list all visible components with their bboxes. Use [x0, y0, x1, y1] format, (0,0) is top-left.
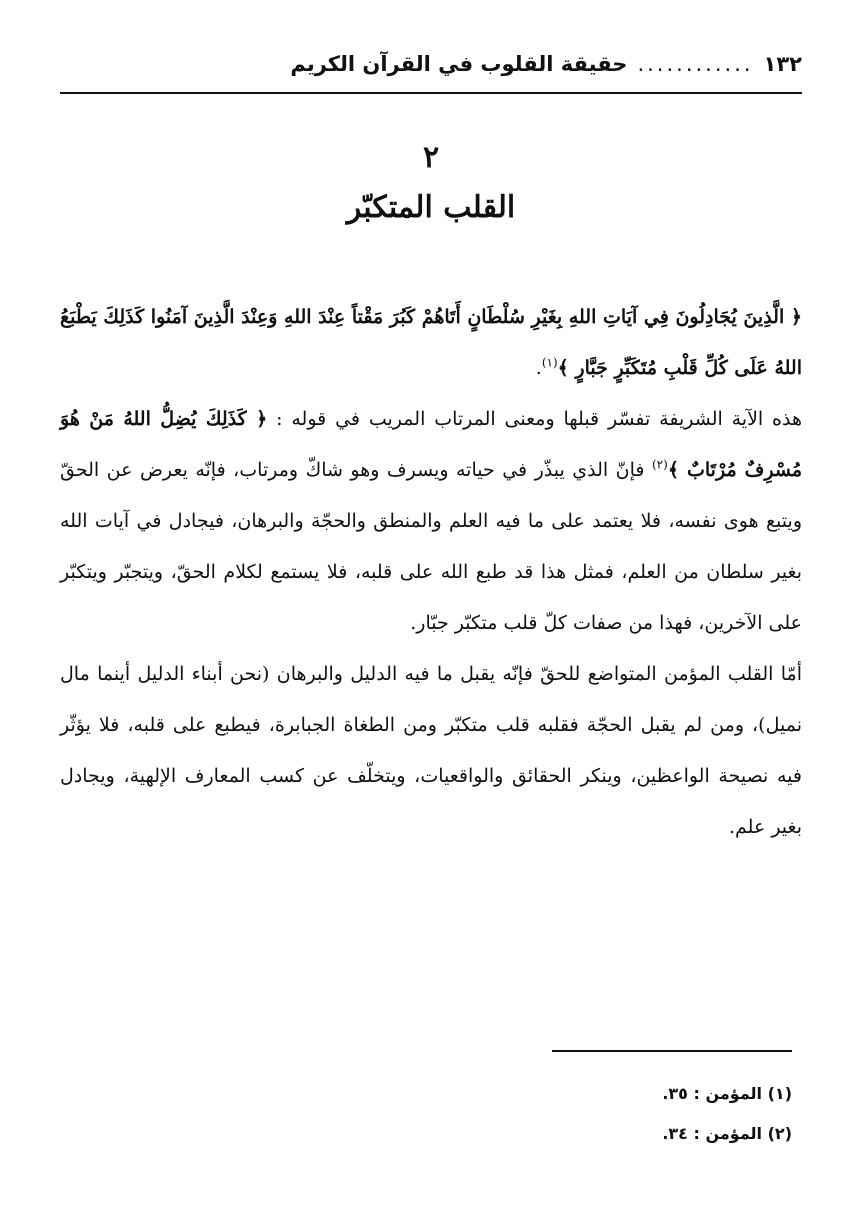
paragraph-1 — [60, 292, 802, 394]
paragraph-2 — [60, 394, 802, 649]
footnotes — [560, 1074, 792, 1154]
paragraph-2-intro: هذه الآية الشريفة تفسّر قبلها ومعنى المرتاب المريب في قوله : — [267, 408, 802, 430]
chapter-number: ٢ — [422, 140, 440, 175]
footnote-ref-2: (٢) — [651, 457, 668, 472]
page-number: ١٣٢ — [763, 52, 802, 76]
body-text — [60, 292, 802, 853]
chapter-title: القلب المتكبّر — [346, 190, 516, 225]
book-title: حقيقة القلوب في القرآن الكريم — [290, 52, 628, 76]
footnote-ref-1: (١) — [541, 355, 558, 370]
paragraph-2-rest: فإنّ الذي يبذّر في حياته ويسرف وهو شاكّ ومرتاب، فإنّه يعرض عن الحقّ ويتبع هوى نفسه، فلا يعتمد على ما فيه العلم والمنطق والحجّة والبرهان، فيجادل في آيات الله بغير سلطان من العلم، فمثل هذا قد طبع الله على قلبه، فلا يستمع لكلام الحقّ، ويتجبّر ويتكبّر على الآخرين، فهذا من صفات كلّ قلب متكبّر جبّار. — [60, 459, 802, 634]
paragraph-3: أمّا القلب المؤمن المتواضع للحقّ فإنّه يقبل ما فيه الدليل والبرهان (نحن أبناء الدليل أينما مال نميل)، ومن لم يقبل الحجّة فقلبه قلب متكبّر ومن الطغاة الجبابرة، فيطبع على قلبه، فلا يؤثّر فيه نصيحة الواعظين، وينكر الحقائق والواقعيات، ويتخلّف عن كسب المعارف الإلهية، ويجادل بغير علم. — [60, 663, 802, 838]
quran-verse-1: ﴿ الَّذِينَ يُجَادِلُونَ فِي آيَاتِ اللهِ بِغَيْرِ سُلْطَانٍ أَتَاهُمْ كَبُرَ مَقْتاً عِنْدَ اللهِ وَعِنْدَ الَّذِينَ آمَنُوا كَذَلِكَ يَطْبَعُ اللهُ عَلَى كُلِّ قَلْبِ مُتَكَبِّرٍ جَبَّارٍ ﴾ — [60, 306, 802, 379]
quran-verse-2: ﴿ كَذَلِكَ يُضِلُّ اللهُ مَنْ هُوَ مُسْرِفٌ مُرْتَابٌ ﴾ — [60, 408, 802, 481]
footnote-divider — [552, 1050, 792, 1052]
footnote-1: (١) المؤمن : ٣٥. — [662, 1084, 792, 1103]
running-header — [60, 36, 802, 94]
paragraph-1-end: . — [535, 357, 542, 379]
footnote-2: (٢) المؤمن : ٣٤. — [662, 1124, 792, 1143]
header-leader-dots: ............ — [637, 52, 754, 76]
header-right-group — [290, 52, 802, 76]
